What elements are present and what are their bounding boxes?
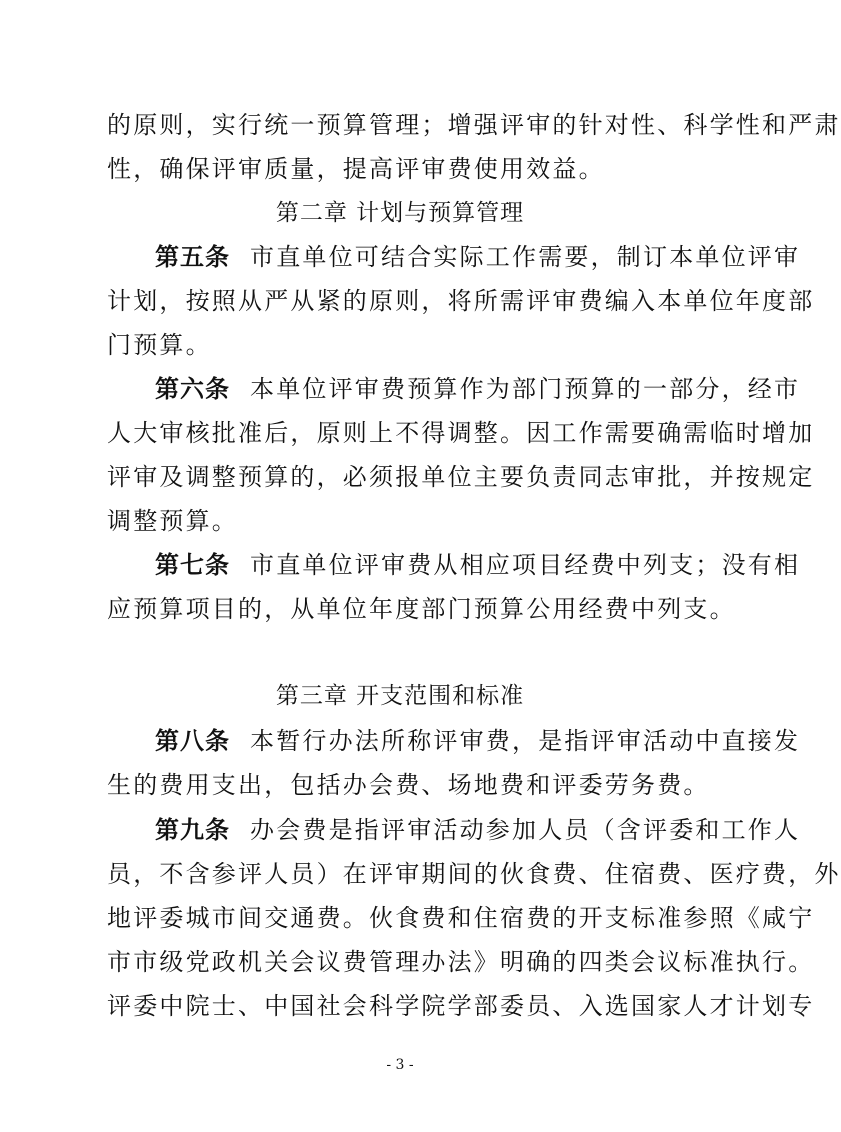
- article-first-line: [155, 241, 801, 273]
- article-text: 本暂行办法所称评审费，是指评审活动中直接发: [250, 727, 801, 755]
- paragraph-line: 的原则，实行统一预算管理；增强评审的针对性、科学性和严肃: [107, 111, 841, 139]
- paragraph-line: 性，确保评审质量，提高评审费使用效益。: [107, 155, 605, 183]
- article-text: 市直单位评审费从相应项目经费中列支；没有相: [250, 551, 801, 579]
- article-text: 市直单位可结合实际工作需要，制订本单位评审: [250, 243, 801, 271]
- article-first-line: [155, 814, 801, 846]
- article-label: 第七条: [155, 551, 230, 579]
- article-label: 第五条: [155, 243, 230, 271]
- paragraph-line: 市市级党政机关会议费管理办法》明确的四类会议标准执行。: [107, 948, 815, 976]
- paragraph-line: 员，不含参评人员）在评审期间的伙食费、住宿费、医疗费，外: [107, 860, 841, 888]
- paragraph-line: 计划，按照从严从紧的原则，将所需评审费编入本单位年度部: [107, 287, 815, 315]
- page-number: - 3 -: [386, 1057, 414, 1073]
- article-text: 办会费是指评审活动参加人员（含评委和工作人: [250, 816, 801, 844]
- article-label: 第八条: [155, 727, 230, 755]
- article-first-line: [155, 549, 801, 581]
- paragraph-line: 门预算。: [107, 331, 212, 359]
- chapter-heading: 第三章 开支范围和标准: [275, 683, 525, 709]
- article-first-line: [155, 373, 801, 405]
- paragraph-line: 评委中院士、中国社会科学院学部委员、入选国家人才计划专: [107, 992, 815, 1020]
- paragraph-line: 生的费用支出，包括办会费、场地费和评委劳务费。: [107, 771, 710, 799]
- paragraph-line: 人大审核批准后，原则上不得调整。因工作需要确需临时增加: [107, 419, 815, 447]
- article-label: 第六条: [155, 375, 230, 403]
- paragraph-line: 调整预算。: [107, 507, 238, 535]
- article-label: 第九条: [155, 816, 230, 844]
- article-first-line: [155, 725, 801, 757]
- article-text: 本单位评审费预算作为部门预算的一部分，经市: [250, 375, 801, 403]
- paragraph-line: 应预算项目的，从单位年度部门预算公用经费中列支。: [107, 595, 736, 623]
- chapter-heading: 第二章 计划与预算管理: [275, 200, 525, 226]
- paragraph-line: 评审及调整预算的，必须报单位主要负责同志审批，并按规定: [107, 463, 815, 491]
- paragraph-line: 地评委城市间交通费。伙食费和住宿费的开支标准参照《咸宁: [107, 904, 815, 932]
